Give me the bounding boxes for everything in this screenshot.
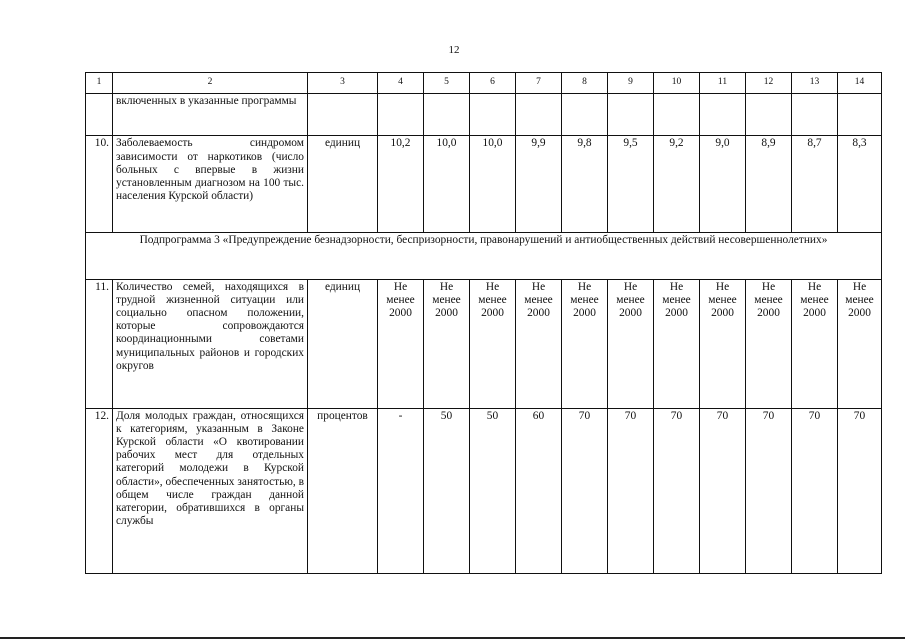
header-cell: 12 [746,73,792,94]
table-row-12 [86,408,882,573]
page-number: 12 [448,44,460,56]
unit-cell: единиц [308,279,378,408]
header-cell: 9 [608,73,654,94]
header-cell: 1 [86,73,113,94]
indicators-table [85,72,882,574]
value-cell [746,94,792,136]
value-cell [838,94,882,136]
header-cell: 10 [654,73,700,94]
value-cell: Не менее 2000 [700,279,746,408]
value-cell: Не менее 2000 [792,279,838,408]
header-cell: 13 [792,73,838,94]
value-cell [424,94,470,136]
value-cell: 50 [470,408,516,573]
value-cell [608,94,654,136]
indicator-name: Доля молодых граждан, относящихся к категориям, указанным в Законе Курской области «О квотировании рабочих мест для отдельных категорий молодежи в Курской области», обеспеченных занятостью, в общем числе граждан данной категории, обратившихся в органы службы [116,409,304,528]
table-row-10 [86,136,882,233]
value-cell: 9,5 [608,136,654,233]
header-cell: 6 [470,73,516,94]
column-number-row [86,73,882,94]
scan-edge-line [0,637,905,639]
value-cell: Не менее 2000 [562,279,608,408]
value-cell: 9,2 [654,136,700,233]
value-cell: Не менее 2000 [516,279,562,408]
indicator-name-cell [113,136,308,233]
value-cell: Не менее 2000 [608,279,654,408]
value-cell: 8,7 [792,136,838,233]
value-cell: Не менее 2000 [470,279,516,408]
value-cell [470,94,516,136]
indicator-name-cell [113,94,308,136]
value-cell: 10,0 [424,136,470,233]
value-cell: 70 [562,408,608,573]
header-cell: 8 [562,73,608,94]
value-cell: 8,9 [746,136,792,233]
header-cell: 7 [516,73,562,94]
unit-cell [308,94,378,136]
indicator-name-cell [113,408,308,573]
value-cell: 70 [838,408,882,573]
value-cell: 70 [700,408,746,573]
header-cell: 11 [700,73,746,94]
header-cell: 14 [838,73,882,94]
value-cell: 70 [608,408,654,573]
indicator-name: включенных в указанные программы [116,95,297,108]
row-number: 11. [86,279,113,408]
value-cell: 60 [516,408,562,573]
row-number-cell [86,94,113,136]
row-number: 12. [86,408,113,573]
value-cell: 9,9 [516,136,562,233]
indicator-name-cell [113,279,308,408]
value-cell: 50 [424,408,470,573]
value-cell [562,94,608,136]
subprogram-title: Подпрограмма 3 «Предупреждение безнадзорности, беспризорности, правонарушений и антиобщественных действий несовершеннолетних» [86,233,882,279]
value-cell: 9,0 [700,136,746,233]
value-cell [700,94,746,136]
indicator-name: Заболеваемость синдромом зависимости от наркотиков (число больных с впервые в жизни установленным диагнозом на 100 тыс. населения Курской области) [116,137,304,203]
unit-cell: процентов [308,408,378,573]
header-cell: 4 [378,73,424,94]
value-cell [654,94,700,136]
value-cell: Не менее 2000 [746,279,792,408]
value-cell: 70 [654,408,700,573]
value-cell: 10,2 [378,136,424,233]
value-cell: Не менее 2000 [654,279,700,408]
value-cell [792,94,838,136]
value-cell: 70 [792,408,838,573]
value-cell: 9,8 [562,136,608,233]
header-cell: 3 [308,73,378,94]
row-number: 10. [86,136,113,233]
header-cell: 2 [113,73,308,94]
table-row-continued [86,94,882,136]
table-row-11 [86,279,882,408]
unit-cell: единиц [308,136,378,233]
indicator-name: Количество семей, находящихся в трудной жизненной ситуации или социально опасном положении, которые сопровождаются координационными советами муниципальных районов и городских округов [116,280,304,372]
value-cell: - [378,408,424,573]
value-cell: 10,0 [470,136,516,233]
header-cell: 5 [424,73,470,94]
value-cell: Не менее 2000 [424,279,470,408]
value-cell: Не менее 2000 [378,279,424,408]
value-cell [516,94,562,136]
subprogram-row [86,233,882,279]
value-cell: 70 [746,408,792,573]
value-cell: 8,3 [838,136,882,233]
value-cell [378,94,424,136]
value-cell: Не менее 2000 [838,279,882,408]
